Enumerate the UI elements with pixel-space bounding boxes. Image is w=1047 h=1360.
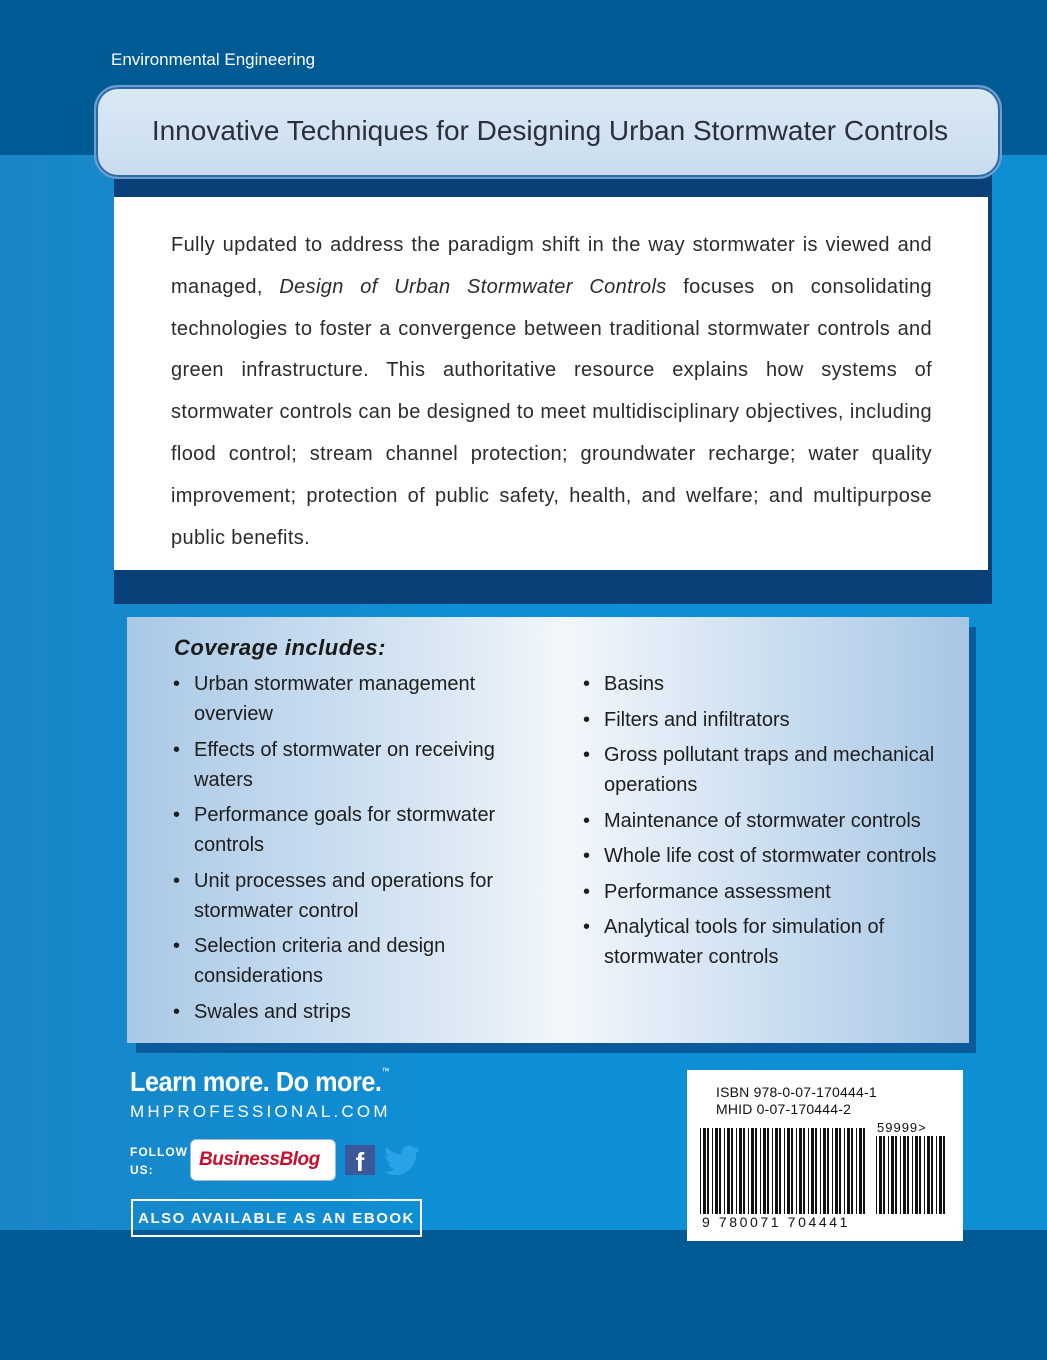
business-blog-button[interactable] xyxy=(190,1139,336,1181)
coverage-item xyxy=(583,705,963,735)
tagline-text: Learn more. Do more. xyxy=(130,1066,382,1097)
barcode-bar xyxy=(772,1128,773,1214)
barcode-bar xyxy=(863,1128,865,1214)
barcode-bar xyxy=(775,1128,778,1214)
barcode-bar xyxy=(755,1128,757,1214)
bullet: • xyxy=(173,738,181,761)
barcode-bar xyxy=(851,1128,853,1214)
facebook-glyph: f xyxy=(355,1147,365,1175)
trademark: ™ xyxy=(381,1066,390,1076)
barcode-bar xyxy=(823,1128,826,1214)
barcode-bar xyxy=(736,1128,737,1214)
barcode-bar xyxy=(796,1128,797,1214)
coverage-item-text: Unit processes and operations for stormwater control xyxy=(194,869,494,922)
bullet: • xyxy=(583,673,591,695)
barcode-bar xyxy=(715,1128,718,1214)
barcode-bar xyxy=(912,1136,913,1214)
barcode-bar xyxy=(784,1128,785,1214)
barcode-bar xyxy=(883,1136,885,1214)
twitter-icon[interactable] xyxy=(383,1145,421,1175)
barcode-bar xyxy=(751,1128,754,1214)
coverage-item xyxy=(173,669,543,729)
barcode-bar xyxy=(832,1128,833,1214)
barcode-bar xyxy=(739,1128,742,1214)
barcode-bar xyxy=(724,1128,725,1214)
barcode-bar xyxy=(891,1136,894,1214)
barcode-bar xyxy=(903,1136,906,1214)
coverage-item xyxy=(583,841,963,871)
barcode-panel xyxy=(687,1070,963,1241)
coverage-item xyxy=(173,735,543,795)
barcode-bar xyxy=(779,1128,781,1214)
coverage-list-left xyxy=(173,669,543,1032)
bullet: • xyxy=(173,1000,181,1023)
barcode-bar xyxy=(743,1128,745,1214)
coverage-item-text: Maintenance of stormwater controls xyxy=(604,809,921,832)
coverage-item-text: Whole life cost of stormwater controls xyxy=(604,845,937,867)
barcode-bar xyxy=(820,1128,821,1214)
barcode-bar xyxy=(931,1136,933,1214)
coverage-item xyxy=(173,997,543,1027)
coverage-item-text: Performance assessment xyxy=(604,880,831,903)
bullet: • xyxy=(583,916,591,938)
barcode-bar xyxy=(719,1128,721,1214)
barcode-bar xyxy=(712,1128,713,1214)
coverage-item xyxy=(583,740,963,800)
bullet: • xyxy=(583,744,591,766)
barcode-bar xyxy=(811,1128,814,1214)
barcode-bar xyxy=(731,1128,733,1214)
coverage-item-text: Selection criteria and design considerations xyxy=(194,935,446,987)
barcode-bar xyxy=(859,1128,862,1214)
barcode-bar xyxy=(791,1128,793,1214)
coverage-item xyxy=(583,669,963,699)
barcode-digits: 9 780071 704441 xyxy=(702,1214,850,1230)
bullet: • xyxy=(173,804,181,826)
barcode-bar xyxy=(847,1128,850,1214)
ebook-button[interactable]: ALSO AVAILABLE AS AN EBOOK xyxy=(131,1199,422,1237)
coverage-item-text: Effects of stormwater on receiving waters xyxy=(194,738,495,791)
barcode-bar xyxy=(888,1136,889,1214)
bullet: • xyxy=(173,673,181,695)
background-band-bottom xyxy=(0,1230,1047,1360)
barcode-bar xyxy=(815,1128,817,1214)
barcode-bar xyxy=(748,1128,749,1214)
coverage-item-text: Filters and infiltrators xyxy=(604,708,790,731)
barcode-bar xyxy=(808,1128,809,1214)
coverage-item xyxy=(583,877,963,907)
coverage-title: Coverage includes: xyxy=(174,635,386,660)
coverage-item-text: Gross pollutant traps and mechanical operations xyxy=(604,744,935,796)
barcode-bars xyxy=(700,1128,868,1214)
barcode-bar xyxy=(703,1128,706,1214)
website-link[interactable]: MHPROFESSIONAL.COM xyxy=(130,1102,391,1121)
barcode-bar xyxy=(707,1128,709,1214)
coverage-item xyxy=(173,800,543,860)
barcode-bar xyxy=(839,1128,841,1214)
barcode-bar xyxy=(700,1128,701,1214)
description-panel xyxy=(114,197,988,570)
bullet: • xyxy=(173,935,181,957)
barcode-bar xyxy=(844,1128,845,1214)
description-body: focuses on consolidating technologies to foster a convergence between traditional stormwater controls and green infrastructure. This authoritative resource explains how systems of stormwater controls can be designed to meet multidisciplinary objectives, including flood control; stream channel protection; groundwater recharge; water quality improvement; protection of public safety, health, and welfare; and multipurpose public benefits. xyxy=(171,275,932,549)
price-code: 59999> xyxy=(877,1120,927,1135)
description-intro: Fully updated to address the paradigm shift in the way stormwater is viewed and managed, xyxy=(171,234,932,298)
coverage-item-text: Urban stormwater management overview xyxy=(194,673,476,725)
barcode-bar xyxy=(803,1128,805,1214)
barcode-bar xyxy=(760,1128,761,1214)
barcode-bar xyxy=(900,1136,901,1214)
headline-box xyxy=(94,85,1002,179)
coverage-item-text: Analytical tools for simulation of stormwater controls xyxy=(604,916,885,968)
headline: Innovative Techniques for Designing Urban Stormwater Controls xyxy=(151,115,949,146)
barcode-bar xyxy=(943,1136,945,1214)
barcode-bar xyxy=(895,1136,897,1214)
barcode-bar xyxy=(936,1136,937,1214)
barcode-bar xyxy=(924,1136,925,1214)
coverage-panel xyxy=(127,617,969,1043)
barcode-bar xyxy=(767,1128,769,1214)
coverage-item-text: Basins xyxy=(604,673,665,695)
barcode-bar xyxy=(876,1136,877,1214)
follow-line-2: US: xyxy=(130,1163,154,1177)
bullet: • xyxy=(583,708,591,731)
mhid: MHID 0-07-170444-2 xyxy=(716,1101,852,1117)
facebook-icon[interactable] xyxy=(345,1145,375,1175)
follow-us-label xyxy=(130,1143,188,1179)
coverage-item-text: Swales and strips xyxy=(194,1000,351,1023)
book-title: Design of Urban Stormwater Controls xyxy=(279,275,667,298)
coverage-item xyxy=(583,806,963,836)
barcode-bar xyxy=(939,1136,942,1214)
barcode-bar xyxy=(907,1136,909,1214)
barcode-bar xyxy=(879,1136,882,1214)
coverage-item xyxy=(173,931,543,991)
barcode-bar xyxy=(763,1128,766,1214)
bullet: • xyxy=(583,845,591,867)
bullet: • xyxy=(583,809,591,832)
category-label: Environmental Engineering xyxy=(111,50,316,69)
coverage-item-text: Performance goals for stormwater controls xyxy=(194,804,496,856)
barcode-bar xyxy=(919,1136,921,1214)
coverage-list-right xyxy=(583,669,963,978)
tagline xyxy=(130,1066,389,1098)
bullet: • xyxy=(583,880,591,903)
barcode-bar xyxy=(799,1128,802,1214)
follow-line-1: FOLLOW xyxy=(130,1145,188,1159)
isbn: ISBN 978-0-07-170444-1 xyxy=(716,1084,877,1100)
barcode-bar xyxy=(856,1128,857,1214)
barcode-addon-bars xyxy=(876,1136,950,1214)
barcode-bar xyxy=(787,1128,790,1214)
coverage-item xyxy=(583,912,963,972)
description-text xyxy=(171,225,932,559)
barcode-bar xyxy=(727,1128,730,1214)
coverage-item xyxy=(173,866,543,926)
barcode-bar xyxy=(835,1128,838,1214)
bullet: • xyxy=(173,869,181,892)
barcode-bar xyxy=(927,1136,930,1214)
barcode-bar xyxy=(915,1136,918,1214)
business-blog-label: BusinessBlog xyxy=(199,1149,320,1170)
barcode-bar xyxy=(827,1128,829,1214)
